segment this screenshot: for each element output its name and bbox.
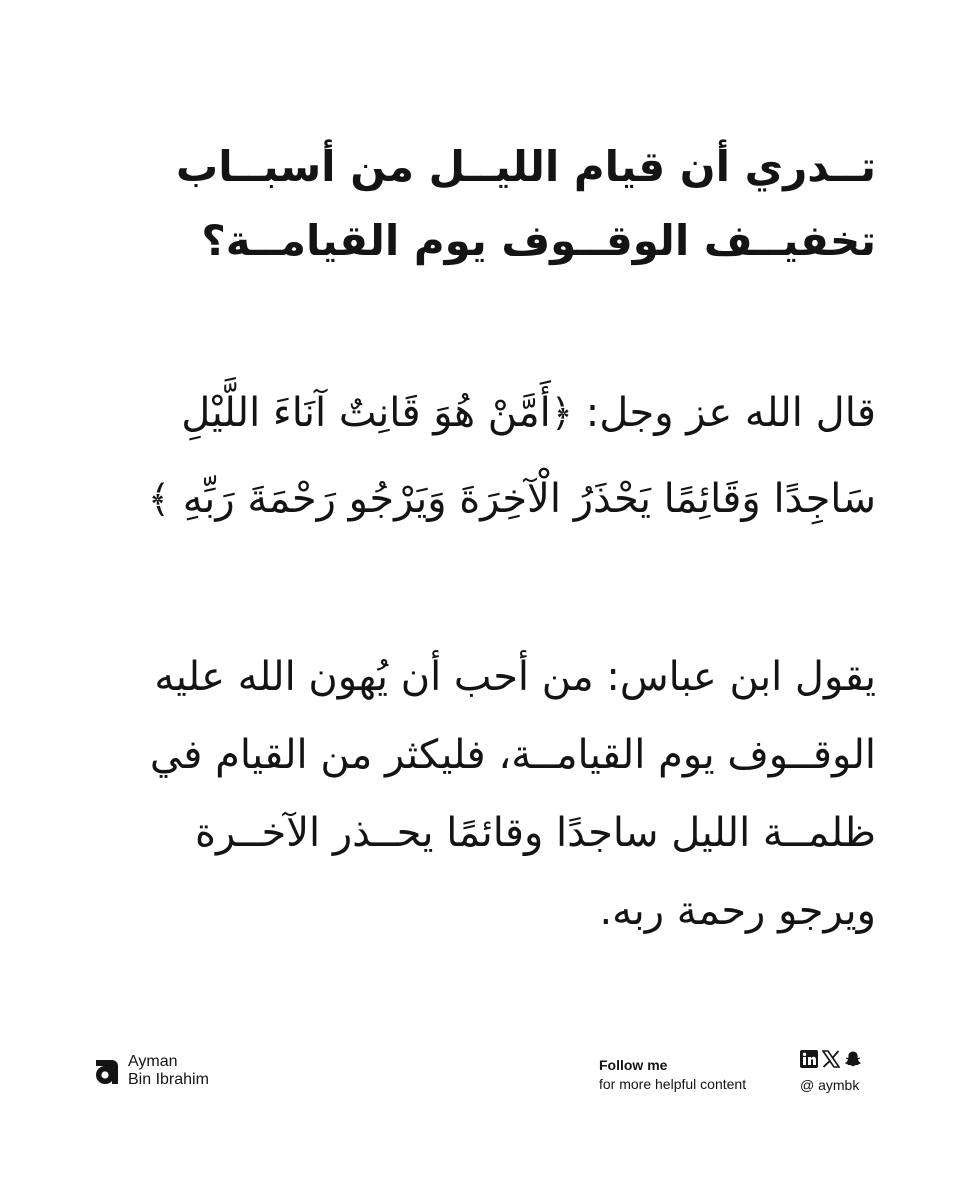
quote-line-2 [80, 456, 876, 542]
close-ornate-bracket: ﴾ [147, 477, 171, 521]
brand-last-name: Bin Ibrahim [128, 1071, 209, 1088]
title-line-2: تخفيــف الوقــوف يوم القيامــة؟ [201, 216, 876, 265]
social-icons [800, 1048, 862, 1070]
saying-line-1: يقول ابن عباس: من أحب أن يُهون الله عليه [154, 654, 876, 700]
quran-quote [80, 370, 876, 542]
open-ornate-bracket: ﴿ [550, 391, 574, 435]
quote-line-1 [80, 370, 876, 456]
follow-title: Follow me [599, 1057, 668, 1073]
post-content [80, 130, 876, 950]
brand [92, 1053, 209, 1089]
saying-line-4: ويرجو رحمة ربه. [599, 888, 876, 934]
snapchat-icon[interactable] [844, 1050, 862, 1068]
quote-intro: قال الله عز وجل: [573, 390, 876, 436]
brand-logo-icon [92, 1054, 120, 1088]
brand-first-name: Ayman [128, 1053, 178, 1070]
linkedin-icon[interactable] [800, 1050, 818, 1068]
ibn-abbas-saying [80, 638, 876, 950]
saying-line-2: الوقــوف يوم القيامــة، فليكثر من القيام في [149, 732, 876, 778]
post-title [80, 130, 876, 278]
social-handle[interactable]: @ aymbk [800, 1077, 860, 1093]
follow-cta [599, 1057, 746, 1094]
saying-line-3: ظلمــة الليل ساجدًا وقائمًا يحــذر الآخــرة [195, 810, 876, 856]
social-links [800, 1048, 862, 1094]
verse-part-2: سَاجِدًا وَقَائِمًا يَحْذَرُ الْآخِرَةَ وَيَرْجُو رَحْمَةَ رَبِّهِ [182, 476, 876, 522]
verse-part-1: أَمَّنْ هُوَ قَانِتٌ آنَاءَ اللَّيْلِ [181, 390, 551, 436]
follow-subtitle: for more helpful content [599, 1076, 747, 1092]
title-line-1: تــدري أن قيام الليــل من أسبــاب [176, 142, 876, 191]
brand-name [128, 1053, 209, 1089]
x-icon[interactable] [822, 1050, 840, 1068]
